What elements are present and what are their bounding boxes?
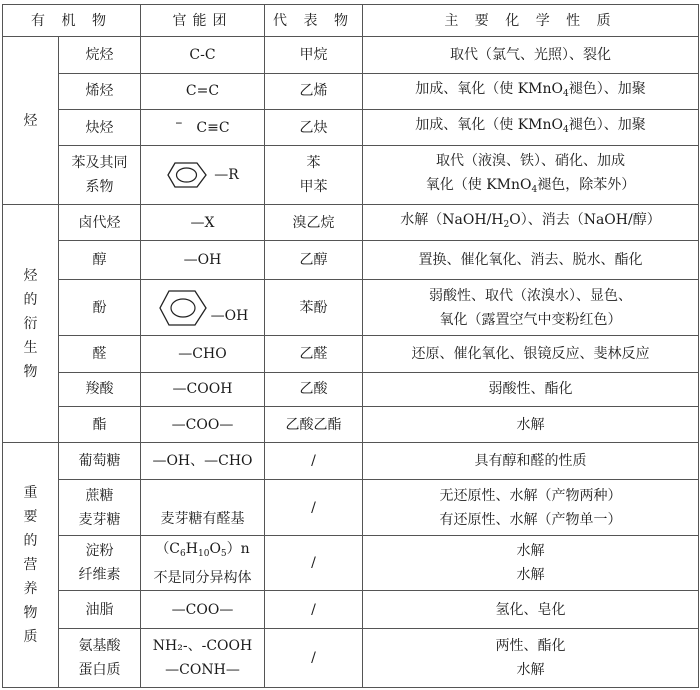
compound-name: 醇 (59, 241, 141, 279)
functional-group: —COO— (141, 590, 265, 628)
header-properties: 主 要 化 学 性 质 (363, 5, 699, 37)
properties: 水解 (363, 407, 699, 443)
functional-group: —OH、—CHO (141, 443, 265, 479)
compound-name: 酯 (59, 407, 141, 443)
properties: 加成、氧化（使 KMnO$_4$褪色）、加聚 (363, 73, 699, 109)
header-representative: 代 表 物 (265, 5, 363, 37)
table-row (3, 146, 699, 205)
header-row (3, 5, 699, 37)
functional-group: —COOH (141, 372, 265, 406)
functional-group: C-C (141, 37, 265, 73)
table-row (3, 407, 699, 443)
representative: 苯酚 (265, 279, 363, 336)
representative: 乙酸 (265, 372, 363, 406)
benzene-ring-icon (166, 160, 212, 190)
properties: 水解 水解 (363, 536, 699, 591)
properties: 取代（液溴、铁）、硝化、加成 氧化（使 KMnO$_4$褪色，除苯外） (363, 146, 699, 205)
properties: 氢化、皂化 (363, 590, 699, 628)
functional-group (141, 279, 265, 336)
group-nutrient: 重 要 的 营 养 物 质 (3, 443, 59, 688)
functional-group: —OH (141, 241, 265, 279)
representative: 苯 甲苯 (265, 146, 363, 205)
substituent-r: —R (214, 167, 239, 184)
table-row (3, 629, 699, 688)
representative: / (265, 536, 363, 591)
table-row (3, 536, 699, 591)
properties: 弱酸性、取代（浓溴水）、显色、 氧化（露置空气中变粉红色） (363, 279, 699, 336)
group-derivative: 烃 的 衍 生 物 (3, 205, 59, 443)
hydroxyl-label: —OH (210, 307, 249, 324)
properties: 无还原性、水解（产物两种） 有还原性、水解（产物单一） (363, 479, 699, 536)
functional-group: C=C (141, 73, 265, 109)
representative: / (265, 590, 363, 628)
properties: 置换、催化氧化、消去、脱水、酯化 (363, 241, 699, 279)
properties: 两性、酯化 水解 (363, 629, 699, 688)
bond-mark: – (175, 114, 183, 131)
compound-name: 卤代烃 (59, 205, 141, 241)
compound-name: 淀粉 纤维素 (59, 536, 141, 591)
functional-group: – C≡C (141, 110, 265, 146)
representative: / (265, 629, 363, 688)
properties: 加成、氧化（使 KMnO$_4$褪色）、加聚 (363, 110, 699, 146)
compound-name: 炔烃 (59, 110, 141, 146)
group-hydrocarbon: 烃 (3, 37, 59, 205)
benzene-ring-icon (157, 288, 209, 328)
table-row (3, 336, 699, 372)
representative: 乙烯 (265, 73, 363, 109)
properties: 弱酸性、酯化 (363, 372, 699, 406)
table-row (3, 241, 699, 279)
compound-name: 烯烃 (59, 73, 141, 109)
header-functional-group: 官能团 (141, 5, 265, 37)
table-row (3, 443, 699, 479)
compound-name: 醛 (59, 336, 141, 372)
compound-name: 酚 (59, 279, 141, 336)
compound-name: 烷烃 (59, 37, 141, 73)
table-row (3, 372, 699, 406)
table-row (3, 73, 699, 109)
representative: / (265, 443, 363, 479)
compound-name: 苯及其同 系物 (59, 146, 141, 205)
compound-name: 羧酸 (59, 372, 141, 406)
properties: 具有醇和醛的性质 (363, 443, 699, 479)
representative: 乙醛 (265, 336, 363, 372)
representative: / (265, 479, 363, 536)
functional-group (141, 146, 265, 205)
functional-group: —X (141, 205, 265, 241)
table-row (3, 205, 699, 241)
representative: 乙酸乙酯 (265, 407, 363, 443)
properties: 取代（氯气、光照）、裂化 (363, 37, 699, 73)
organic-compounds-table (2, 4, 699, 688)
functional-group: NH₂-、-COOH —CONH— (141, 629, 265, 688)
functional-group: —CHO (141, 336, 265, 372)
representative: 乙醇 (265, 241, 363, 279)
representative: 溴乙烷 (265, 205, 363, 241)
table-row (3, 279, 699, 336)
properties: 水解$(NaOH/H_2O)$、消去（NaOH/醇） (363, 205, 699, 241)
table-row (3, 590, 699, 628)
properties: 还原、催化氧化、银镜反应、斐林反应 (363, 336, 699, 372)
compound-name: 葡萄糖 (59, 443, 141, 479)
table-row (3, 37, 699, 73)
functional-group: —COO— (141, 407, 265, 443)
compound-name: 氨基酸 蛋白质 (59, 629, 141, 688)
compound-name: 油脂 (59, 590, 141, 628)
representative: 甲烷 (265, 37, 363, 73)
header-compound: 有 机 物 (3, 5, 141, 37)
representative: 乙炔 (265, 110, 363, 146)
functional-group: $(C_6H_{10}O_5)n$ 不是同分异构体 (141, 536, 265, 591)
table-row (3, 479, 699, 536)
compound-name: 蔗糖 麦芽糖 (59, 479, 141, 536)
functional-group: 麦芽糖有醛基 (141, 479, 265, 536)
table-row (3, 110, 699, 146)
